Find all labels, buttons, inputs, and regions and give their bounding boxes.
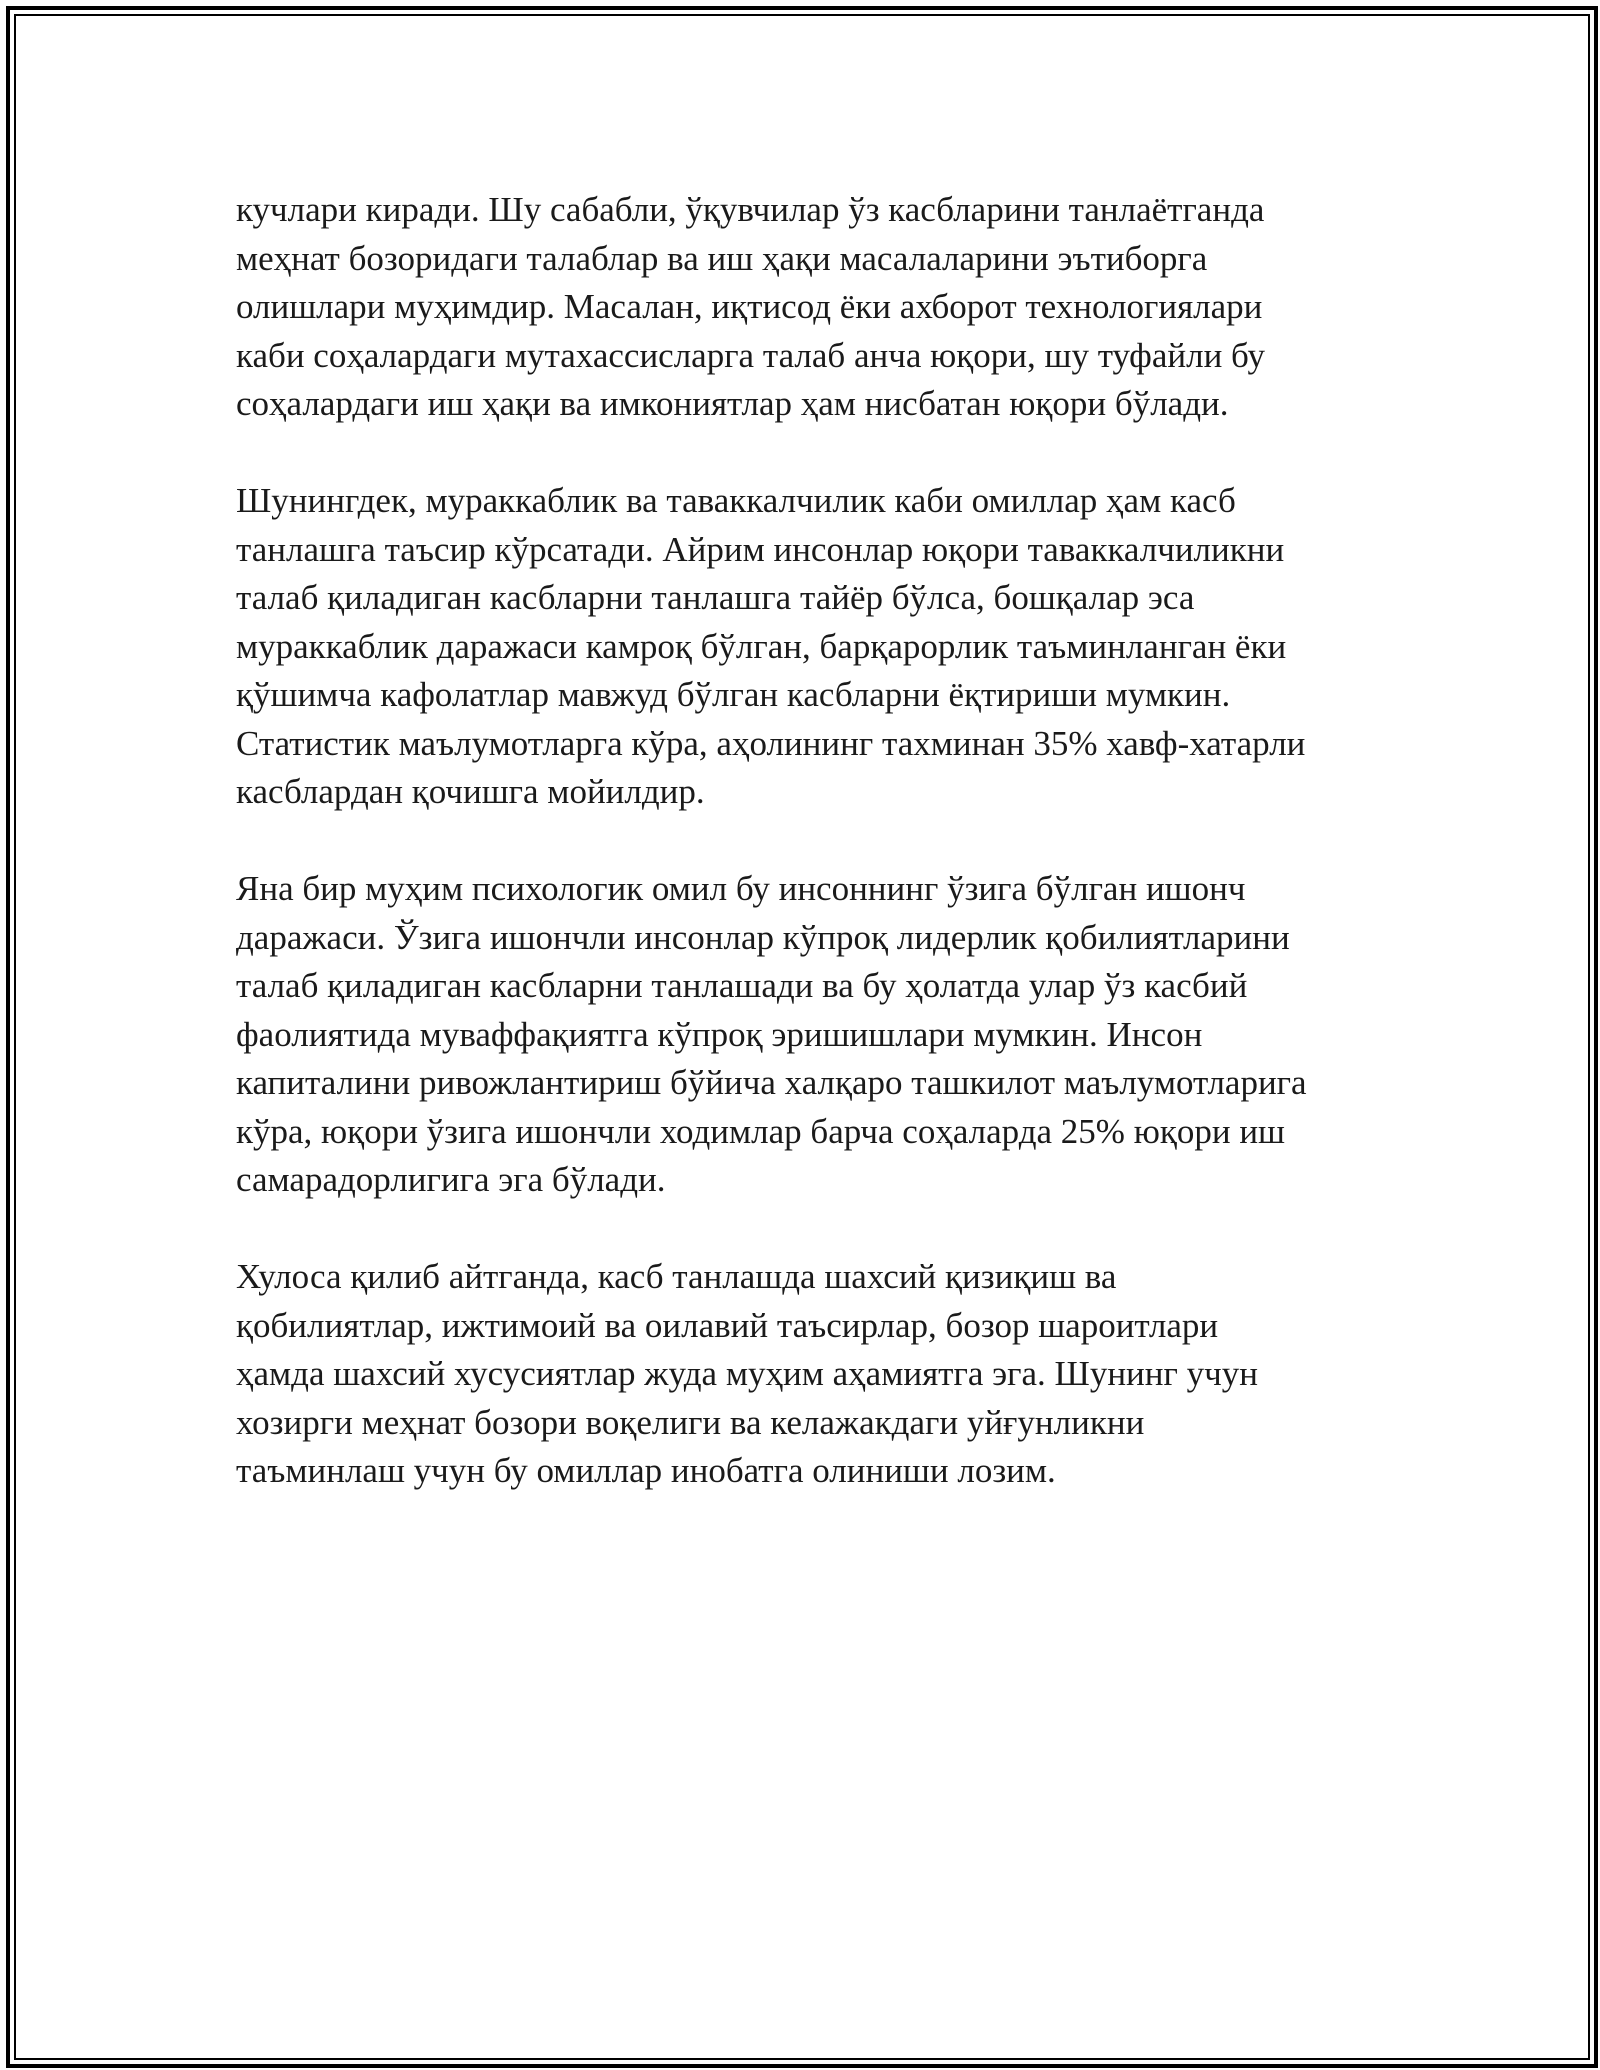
text-line: каби соҳалардаги мутахассисларга талаб анча юқори, шу туфайли бу [236,335,1266,375]
paragraph-2 [236,477,1386,817]
document-body [236,186,1386,1544]
paragraph-3 [236,865,1386,1205]
text-line: меҳнат бозоридаги талаблар ва иш ҳақи масалаларини эътиборга [236,238,1208,278]
text-line: қобилиятлар, ижтимоий ва оилавий таъсирлар, бозор шароитлари [236,1305,1219,1345]
text-line: кучлари киради. Шу сабабли, ўқувчилар ўз касбларини танлаётганда [236,190,1265,229]
text-line: қўшимча кафолатлар мавжуд бўлган касбларни ёқтириши мумкин. [236,675,1231,714]
text-line: Яна бир муҳим психологик омил бу инсоннинг ўзига бўлган ишонч [236,869,1246,908]
text-line: таъминлаш учун бу омиллар инобатга олиниши лозим. [236,1451,1056,1490]
text-line: самарадорлигига эга бўлади. [236,1160,666,1199]
text-line: фаолиятида муваффақиятга кўпроқ эришишлари мумкин. Инсон [236,1014,1203,1054]
text-line: Шунингдек, мураккаблик ва таваккалчилик каби омиллар ҳам касб [236,481,1236,520]
text-line: соҳалардаги иш ҳақи ва имкониятлар ҳам нисбатан юқори бўлади. [236,384,1229,423]
text-line: олишлари муҳимдир. Масалан, иқтисод ёки ахборот технологиялари [236,287,1263,326]
text-line: Хулоса қилиб айтганда, касб танлашда шахсий қизиқиш ва [236,1257,1117,1296]
text-line: талаб қиладиган касбларни танлашади ва бу ҳолатда улар ўз касбий [236,966,1248,1005]
text-line: танлашга таъсир кўрсатади. Айрим инсонлар юқори таваккалчиликни [236,529,1285,569]
text-line: мураккаблик даражаси камроқ бўлган, барқарорлик таъминланган ёки [236,626,1287,666]
paragraph-4 [236,1253,1386,1496]
text-line: ҳамда шахсий хусусиятлар жуда муҳим аҳамиятга эга. Шунинг учун [236,1354,1258,1393]
text-line: хозирги меҳнат бозори воқелиги ва келажакдаги уйғунликни [236,1402,1145,1442]
paragraph-1 [236,186,1386,429]
text-line: кўра, юқори ўзига ишончли ходимлар барча соҳаларда 25% юқори иш [236,1111,1286,1151]
text-line: талаб қиладиган касбларни танлашга тайёр бўлса, бошқалар эса [236,578,1195,617]
text-line: касблардан қочишга мойилдир. [236,772,705,811]
text-line: Статистик маълумотларга кўра, аҳолининг тахминан 35% хавф-хатарли [236,723,1306,763]
text-line: капиталини ривожлантириш бўйича халқаро ташкилот маълумотларига [236,1063,1307,1102]
text-line: даражаси. Ўзига ишончли инсонлар кўпроқ лидерлик қобилиятларини [236,917,1290,957]
